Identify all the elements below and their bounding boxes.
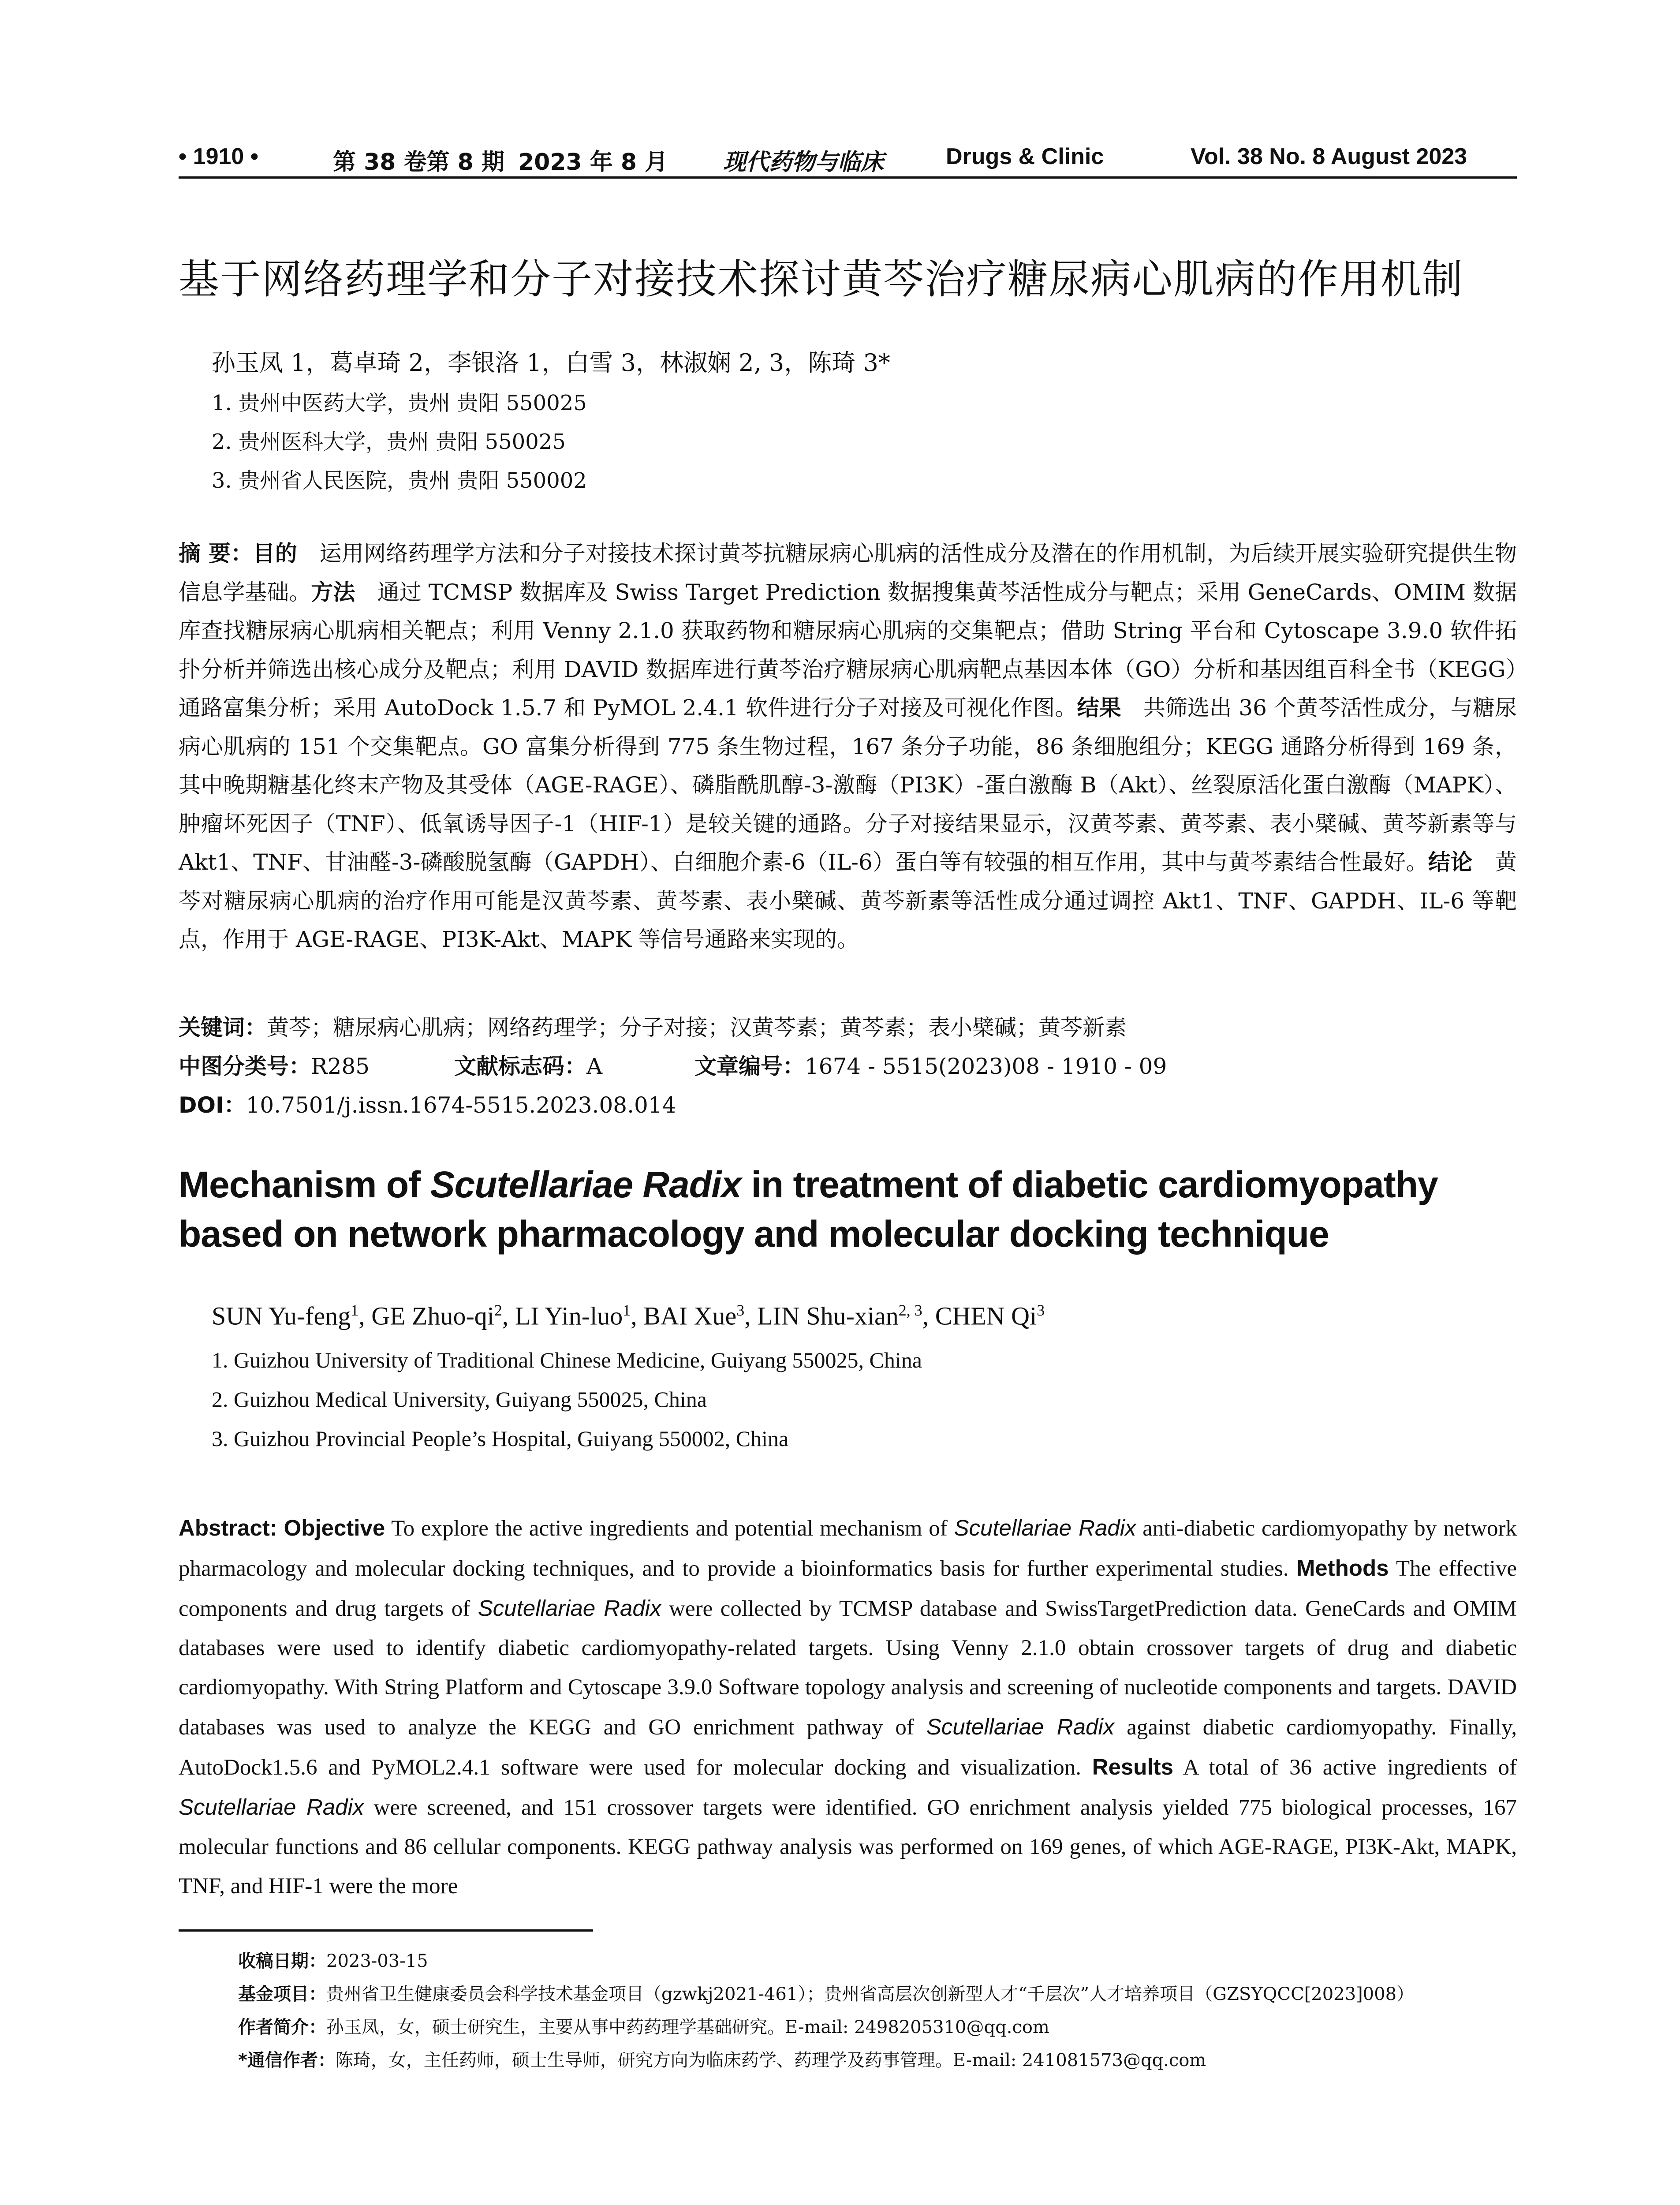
keywords-cn-text: 黄芩；糖尿病心肌病；网络药理学；分子对接；汉黄芩素；黄芩素；表小檗碱；黄芩新素	[267, 1015, 1127, 1040]
objective-en-text-b: anti-diabetic cardiomyopathy by network pharmacology and molecular docking techniques, and to provide a bioinformatics basis for further experimental studies.	[179, 1516, 1517, 1581]
header-journal-cn: 现代药物与临床	[723, 149, 884, 176]
title-en	[179, 1160, 1517, 1259]
objective-cn-text: 运用网络药理学方法和分子对接技术探讨黄芩抗糖尿病心肌病的活性成分及潜在的作用机制，为后续开展实验研究提供生物信息学基础。	[179, 541, 1517, 605]
author-en-sup: 1	[351, 1301, 359, 1319]
received-label: 收稿日期：	[238, 1951, 326, 1971]
fund-label: 基金项目：	[238, 1984, 326, 2004]
corr-value: 陈琦，女，主任药师，硕士生导师，研究方向为临床药学、药理学及药事管理。E-mail: 241081573@qq.com	[335, 2050, 1206, 2070]
bio-value: 孙玉凤，女，硕士研究生，主要从事中药药理学基础研究。E-mail: 2498205310@qq.com	[326, 2017, 1049, 2037]
doc-code-value: A	[586, 1054, 603, 1079]
author-en-sup: 3	[1037, 1301, 1045, 1319]
doi-label: DOI：	[179, 1092, 246, 1118]
results-en-text-a: A total of 36 active ingredients of	[1173, 1755, 1517, 1780]
header-journal-en: Drugs & Clinic	[946, 144, 1104, 169]
corr-label: *通信作者：	[238, 2050, 336, 2070]
header-volume-cn: 第 38 卷第 8 期	[333, 149, 504, 176]
affiliation-en-1: 1. Guizhou University of Traditional Chinese Medicine, Guiyang 550025, China	[212, 1348, 922, 1372]
article-no-value: 1674 - 5515(2023)08 - 1910 - 09	[805, 1054, 1167, 1079]
abstract-cn	[179, 534, 1517, 959]
affiliation-cn-1: 1. 贵州中医药大学，贵州 贵阳 550025	[212, 391, 587, 415]
results-cn-text: 共筛选出 36 个黄芩活性成分，与糖尿病心肌病的 151 个交集靶点。GO 富集分析得到 775 条生物过程，167 条分子功能，86 条细胞组分；KEGG 通路分析得到 169 条，其中晚期糖基化终末产物及其受体（AGE-RAGE）、磷脂酰肌醇-3-激酶（PI3K）-蛋白激酶 B（Akt）、丝裂原活化蛋白激酶（MAPK）、肿瘤坏死因子（TNF）、低氧诱导因子-1（HIF-1）是较关键的通路。分子对接结果显示，汉黄芩素、黄芩素、表小檗碱、黄芩新素等与 Akt1、TNF、甘油醛-3-磷酸脱氢酶（GAPDH）、白细胞介素-6（IL-6）蛋白等有较强的相互作用，其中与黄芩素结合性最好。	[179, 695, 1517, 875]
author-en: LIN Shu-xian	[757, 1301, 899, 1330]
methods-en-text-c: against diabetic cardiomyopathy. Finally, AutoDock1.5.6 and PyMOL2.4.1 software were used for molecular docking and visualization.	[179, 1715, 1517, 1780]
author-en-sup: 2, 3	[898, 1301, 922, 1319]
objective-en-text-a: To explore the active ingredients and potential mechanism of	[385, 1516, 954, 1541]
keywords-cn	[179, 1010, 1127, 1042]
methods-en-label: Methods	[1296, 1555, 1389, 1581]
article-no-label: 文章编号：	[694, 1054, 805, 1079]
conclusion-cn-text: 黄芩对糖尿病心肌病的治疗作用可能是汉黄芩素、黄芩素、表小檗碱、黄芩新素等活性成分通过调控 Akt1、TNF、GAPDH、IL-6 等靶点，作用于 AGE-RAGE、PI3K-Akt、MAPK 等信号通路来实现的。	[179, 849, 1517, 952]
herb-name-italic: Scutellariae Radix	[478, 1596, 661, 1621]
title-en-pre: Mechanism of	[179, 1164, 430, 1205]
objective-cn-label: 目的	[253, 541, 298, 566]
affiliation-cn-3: 3. 贵州省人民医院，贵州 贵阳 550002	[212, 468, 587, 493]
doc-code-line	[454, 1049, 602, 1080]
affiliation-en-2: 2. Guizhou Medical University, Guiyang 550025, China	[212, 1387, 707, 1412]
article-no-line	[694, 1049, 1167, 1080]
title-en-herb: Scutellariae Radix	[430, 1164, 742, 1205]
author-en: CHEN Qi	[935, 1301, 1037, 1330]
author-en-sup: 3	[736, 1301, 745, 1319]
doi-line	[179, 1088, 676, 1119]
herb-name-italic: Scutellariae Radix	[954, 1515, 1136, 1540]
author-en-sup: 1	[623, 1301, 631, 1319]
header-date-cn: 2023 年 8 月	[518, 149, 668, 176]
abstract-en-label: Abstract:	[179, 1515, 277, 1540]
methods-cn-label: 方法	[311, 579, 355, 605]
methods-cn-text: 通过 TCMSP 数据库及 Swiss Target Prediction 数据搜集黄芩活性成分与靶点；采用 GeneCards、OMIM 数据库查找糖尿病心肌病相关靶点；利用 Venny 2.1.0 获取药物和糖尿病心肌病的交集靶点；借助 String 平台和 Cytoscape 3.9.0 软件拓扑分析并筛选出核心成分及靶点；利用 DAVID 数据库进行黄芩治疗糖尿病心肌病靶点基因本体（GO）分析和基因组百科全书（KEGG）通路富集分析；采用 AutoDock 1.5.7 和 PyMOL 2.4.1 软件进行分子对接及可视化作图。	[179, 579, 1517, 721]
authors-en: SUN Yu-feng$^1$, GE Zhuo-$qi^2$, LI Yin-luo$^1$, BAI Xue$^3$, LIN Shu-xian$^{2, 3}$, CHEN Qi$^3$	[212, 1301, 1045, 1330]
classification-line	[179, 1049, 370, 1080]
author-en: LI Yin-luo	[515, 1301, 623, 1330]
footnote-corresponding	[238, 2046, 1206, 2071]
methods-en-text-b: were collected by TCMSP database and SwissTargetPrediction data. GeneCards and OMIM databases were used to identify diabetic cardiomyopathy-related targets. Using Venny 2.1.0 obtain crossover targets of drug and diabetic cardiomyopathy. With String Platform and Cytoscape 3.9.0 Software topology analysis and screening of nucleotide components and targets. DAVID databases was used to analyze the KEGG and GO enrichment pathway of	[179, 1596, 1517, 1740]
herb-name-italic: Scutellariae Radix	[926, 1714, 1115, 1739]
clc-label: 中图分类号：	[179, 1054, 311, 1079]
title-en-post: in treatment of diabetic cardiomyopathy based on network pharmacology and molecular docking technique	[179, 1164, 1438, 1255]
results-en-text-b: were screened, and 151 crossover targets were identified. GO enrichment analysis yielded 775 biological processes, 167 molecular functions and 86 cellular components. KEGG pathway analysis was performed on 169 genes, of which AGE-RAGE, PI3K-Akt, MAPK, TNF, and HIF-1 were the more	[179, 1795, 1517, 1899]
keywords-cn-label: 关键词：	[179, 1015, 267, 1040]
footnote-received	[238, 1947, 428, 1972]
title-cn: 基于网络药理学和分子对接技术探讨黄芩治疗糖尿病心肌病的作用机制	[179, 256, 1464, 303]
footnote-bio	[238, 2013, 1049, 2038]
abstract-en	[179, 1508, 1517, 1906]
fund-value: 贵州省卫生健康委员会科学技术基金项目（gzwkj2021-461）；贵州省高层次创新型人才“千层次”人才培养项目（GZSYQCC[2023]008）	[326, 1984, 1415, 2004]
affiliation-en-3: 3. Guizhou Provincial People’s Hospital, Guiyang 550002, China	[212, 1426, 789, 1451]
footnote-rule	[179, 1929, 593, 1932]
author-en: BAI Xue	[643, 1301, 737, 1330]
abstract-cn-label: 摘 要：	[179, 541, 253, 566]
herb-name-italic: Scutellariae Radix	[179, 1794, 364, 1820]
author-en-sup: 2	[494, 1301, 502, 1319]
objective-en-label: Objective	[284, 1515, 385, 1540]
affiliation-cn-2: 2. 贵州医科大学，贵州 贵阳 550025	[212, 430, 566, 454]
author-en: SUN Yu-feng	[212, 1301, 351, 1330]
footnote-fund	[238, 1980, 1414, 2005]
header-volume-en: Vol. 38 No. 8 August 2023	[1191, 144, 1467, 169]
authors-cn: 孙玉凤 1，葛卓琦 2，李银洛 1，白雪 3，林淑娴 2, 3，陈琦 3*	[212, 349, 890, 377]
page-number: • 1910 •	[179, 144, 258, 169]
received-value: 2023-03-15	[326, 1951, 428, 1971]
header-rule	[179, 176, 1517, 179]
doi-value: 10.7501/j.issn.1674-5515.2023.08.014	[246, 1092, 676, 1118]
doc-code-label: 文献标志码：	[454, 1054, 586, 1079]
clc-value: R285	[311, 1054, 370, 1079]
methods-en-text-a: The effective components and drug targets of	[179, 1556, 1517, 1621]
conclusion-cn-label: 结论	[1428, 849, 1473, 875]
results-cn-label: 结果	[1077, 695, 1121, 721]
author-en: GE Zhuo-qi	[371, 1301, 494, 1330]
bio-label: 作者简介：	[238, 2017, 326, 2037]
results-en-label: Results	[1092, 1754, 1173, 1779]
